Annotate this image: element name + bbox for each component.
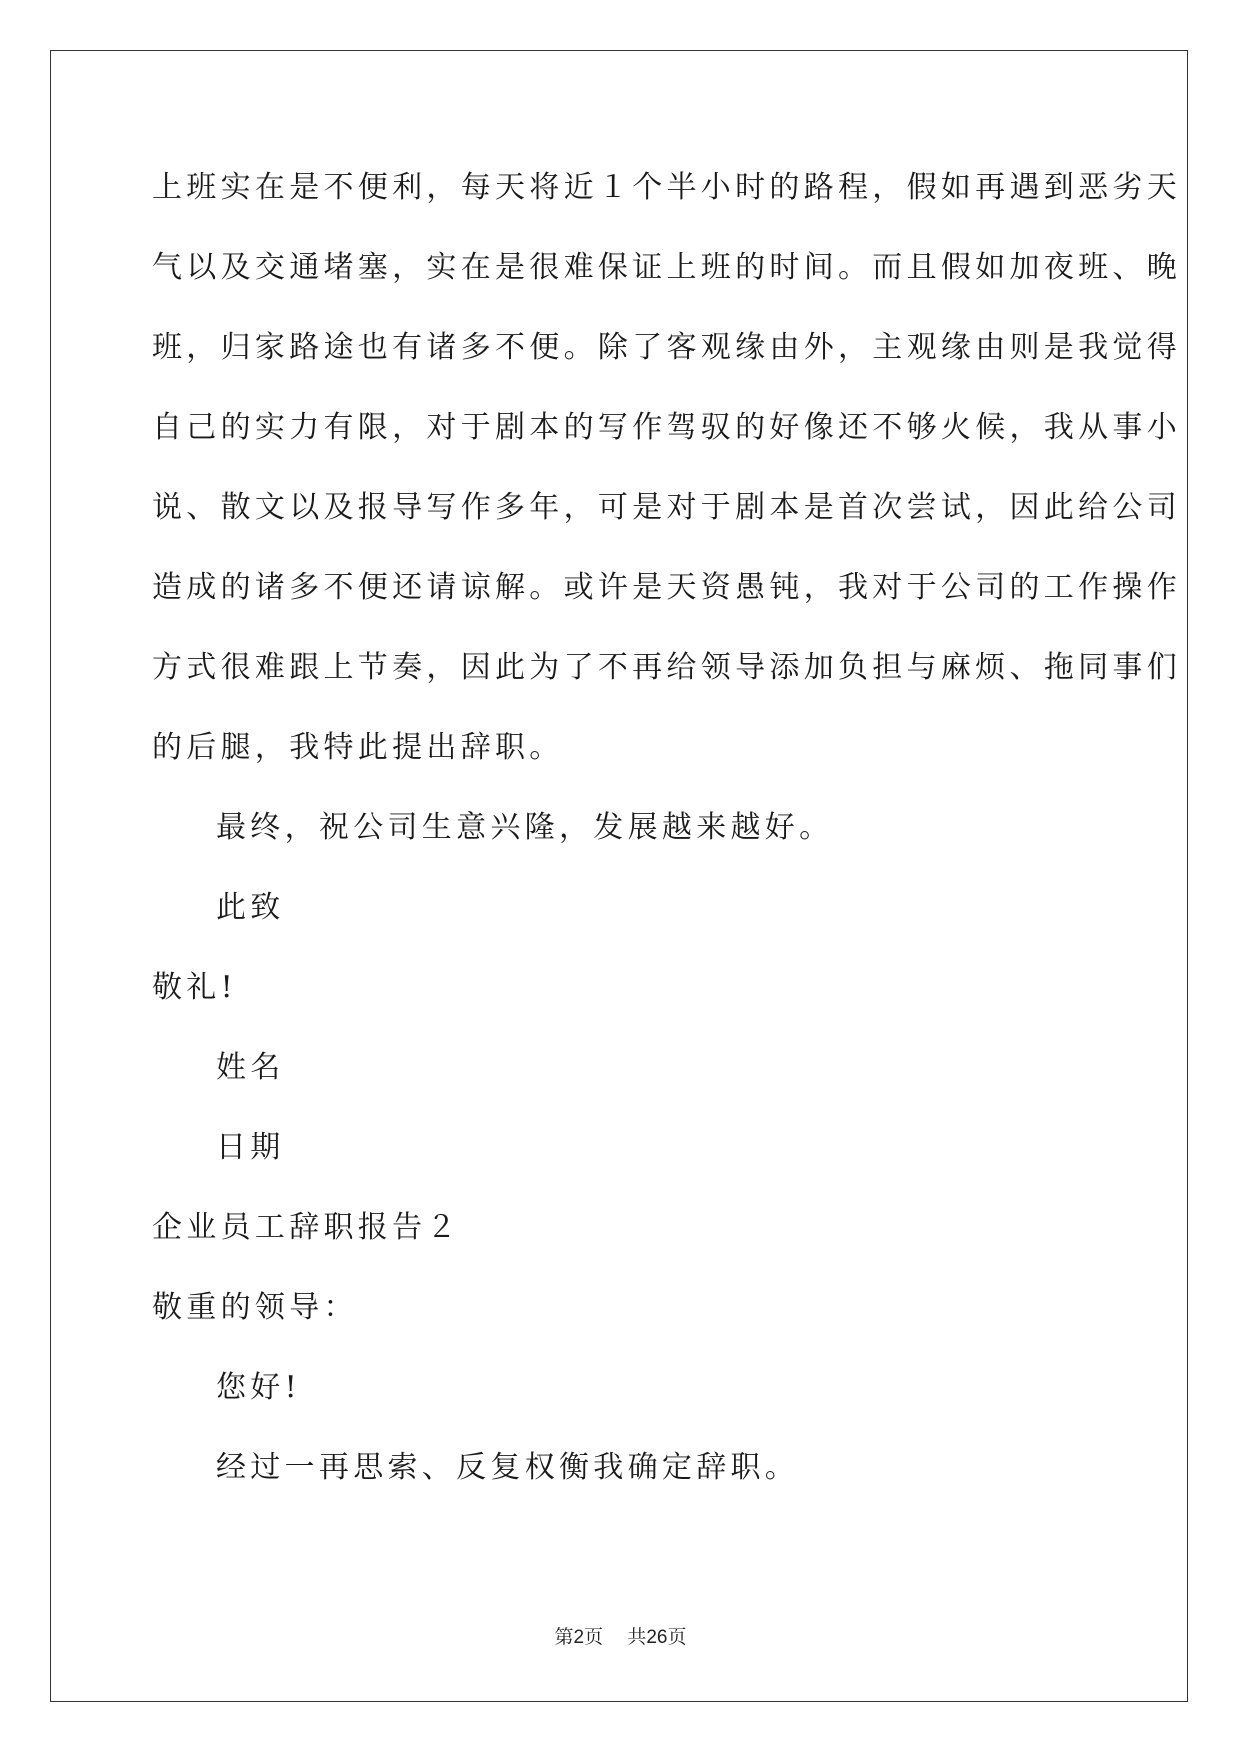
total-pages: 26 — [646, 1627, 668, 1648]
opening-sentence: 经过一再思索、反复权衡我确定辞职。 — [216, 1450, 800, 1485]
page-suffix: 页 — [584, 1626, 604, 1648]
greeting-hello: 您好! — [216, 1370, 301, 1405]
body-line-4: 自己的实力有限，对于剧本的写作驾驭的好像还不够火候，我从事小 — [152, 410, 1181, 445]
signature-name: 姓名 — [216, 1050, 285, 1085]
salutation-jingli: 敬礼! — [152, 970, 237, 1005]
body-line-6: 造成的诸多不便还请谅解。或许是天资愚钝，我对于公司的工作操作 — [152, 570, 1181, 605]
body-line-8: 的后腿，我特此提出辞职。 — [152, 730, 564, 765]
body-line-5: 说、散文以及报导写作多年，可是对于剧本是首次尝试，因此给公司 — [152, 490, 1181, 525]
page-footer — [0, 1625, 1241, 1650]
body-line-2: 气以及交通堵塞，实在是很难保证上班的时间。而且假如加夜班、晚 — [152, 250, 1181, 285]
closing-wish: 最终，祝公司生意兴隆，发展越来越好。 — [216, 810, 834, 845]
greeting-to: 敬重的领导： — [152, 1290, 358, 1325]
signature-date: 日期 — [216, 1130, 285, 1165]
page-number: 2 — [573, 1627, 585, 1648]
body-line-7: 方式很难跟上节奏，因此为了不再给领导添加负担与麻烦、拖同事们 — [152, 650, 1181, 685]
body-line-3: 班，归家路途也有诸多不便。除了客观缘由外，主观缘由则是我觉得 — [152, 330, 1181, 365]
page-prefix: 第 — [554, 1626, 574, 1648]
body-line-1: 上班实在是不便利，每天将近１个半小时的路程，假如再遇到恶劣天 — [152, 170, 1181, 205]
section-title: 企业员工辞职报告２ — [152, 1210, 461, 1245]
total-prefix: 共 — [627, 1626, 647, 1648]
salutation-cizhi: 此致 — [216, 890, 285, 925]
total-suffix: 页 — [667, 1626, 687, 1648]
